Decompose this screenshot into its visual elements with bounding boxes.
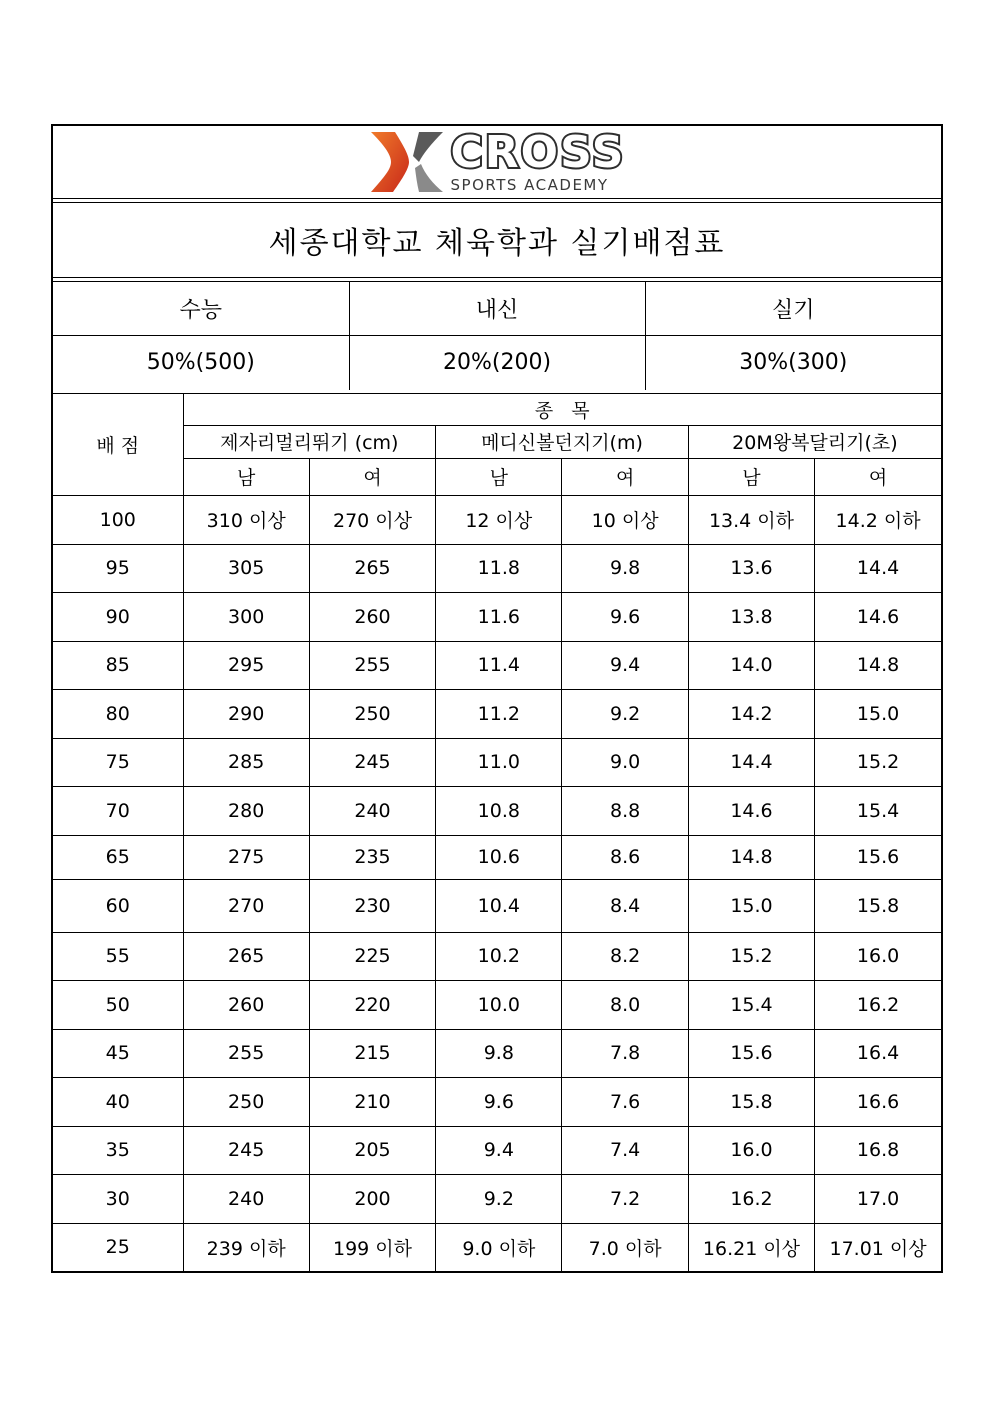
record-cell: 11.0 — [436, 738, 562, 786]
score-value-cell: 55 — [53, 932, 183, 980]
record-cell: 16.2 — [688, 1174, 814, 1223]
record-cell: 13.4 이하 — [688, 495, 814, 544]
gender-cell: 남 — [688, 458, 814, 495]
record-cell: 15.0 — [815, 689, 941, 738]
record-cell: 9.6 — [562, 592, 688, 641]
record-cell: 15.2 — [815, 738, 941, 786]
table-row — [53, 1223, 941, 1271]
title-row — [53, 202, 941, 278]
table-row — [53, 1029, 941, 1077]
record-cell: 265 — [183, 932, 309, 980]
ratio-value-cell: 20%(200) — [349, 336, 645, 390]
event-name-cell: 제자리멀리뛰기 (cm) — [183, 425, 436, 458]
table-row — [53, 786, 941, 835]
record-cell: 305 — [183, 544, 309, 592]
event-label-cell: 종 목 — [183, 393, 941, 425]
record-cell: 15.0 — [688, 879, 814, 932]
table-row — [53, 835, 941, 879]
table-row — [53, 1077, 941, 1126]
score-value-cell: 80 — [53, 689, 183, 738]
record-cell: 17.01 이상 — [815, 1223, 941, 1271]
record-cell: 8.6 — [562, 835, 688, 879]
record-cell: 285 — [183, 738, 309, 786]
record-cell: 260 — [309, 592, 435, 641]
ratio-value-cell: 50%(500) — [53, 336, 349, 390]
record-cell: 14.4 — [815, 544, 941, 592]
gender-cell: 여 — [815, 458, 941, 495]
record-cell: 10.6 — [436, 835, 562, 879]
record-cell: 260 — [183, 980, 309, 1029]
record-cell: 230 — [309, 879, 435, 932]
record-cell: 8.4 — [562, 879, 688, 932]
event-header-row — [53, 393, 941, 425]
table-row — [53, 641, 941, 689]
record-cell: 265 — [309, 544, 435, 592]
record-cell: 255 — [183, 1029, 309, 1077]
ratio-header-cell: 수능 — [53, 282, 349, 336]
record-cell: 200 — [309, 1174, 435, 1223]
record-cell: 9.8 — [436, 1029, 562, 1077]
record-cell: 205 — [309, 1126, 435, 1174]
record-cell: 240 — [183, 1174, 309, 1223]
record-cell: 7.8 — [562, 1029, 688, 1077]
record-cell: 255 — [309, 641, 435, 689]
record-cell: 9.8 — [562, 544, 688, 592]
record-cell: 11.8 — [436, 544, 562, 592]
table-row — [53, 689, 941, 738]
record-cell: 14.8 — [815, 641, 941, 689]
record-cell: 8.0 — [562, 980, 688, 1029]
ratio-header-cell: 실기 — [645, 282, 941, 336]
score-value-cell: 90 — [53, 592, 183, 641]
record-cell: 290 — [183, 689, 309, 738]
record-cell: 280 — [183, 786, 309, 835]
score-sheet — [51, 124, 943, 1273]
record-cell: 11.4 — [436, 641, 562, 689]
record-cell: 8.8 — [562, 786, 688, 835]
record-cell: 13.6 — [688, 544, 814, 592]
record-cell: 12 이상 — [436, 495, 562, 544]
record-cell: 9.4 — [436, 1126, 562, 1174]
record-cell: 7.2 — [562, 1174, 688, 1223]
record-cell: 16.2 — [815, 980, 941, 1029]
record-cell: 240 — [309, 786, 435, 835]
record-cell: 13.8 — [688, 592, 814, 641]
table-row — [53, 1174, 941, 1223]
record-cell: 225 — [309, 932, 435, 980]
ratio-table — [53, 281, 941, 390]
logo-subtitle: SPORTS ACADEMY — [450, 176, 609, 194]
record-cell: 11.2 — [436, 689, 562, 738]
record-cell: 245 — [309, 738, 435, 786]
score-value-cell: 70 — [53, 786, 183, 835]
record-cell: 14.0 — [688, 641, 814, 689]
record-cell: 9.0 — [562, 738, 688, 786]
record-cell: 9.2 — [436, 1174, 562, 1223]
score-value-cell: 85 — [53, 641, 183, 689]
event-name-cell: 메디신볼던지기(m) — [436, 425, 689, 458]
record-cell: 10.4 — [436, 879, 562, 932]
table-row — [53, 738, 941, 786]
score-value-cell: 75 — [53, 738, 183, 786]
ratio-value-cell: 30%(300) — [645, 336, 941, 390]
record-cell: 220 — [309, 980, 435, 1029]
score-value-cell: 25 — [53, 1223, 183, 1271]
record-cell: 15.2 — [688, 932, 814, 980]
record-cell: 7.4 — [562, 1126, 688, 1174]
gender-cell: 남 — [436, 458, 562, 495]
record-cell: 9.0 이하 — [436, 1223, 562, 1271]
score-label-cell: 배 점 — [53, 393, 183, 495]
record-cell: 16.4 — [815, 1029, 941, 1077]
gender-cell: 남 — [183, 458, 309, 495]
table-row — [53, 879, 941, 932]
record-cell: 9.2 — [562, 689, 688, 738]
record-cell: 15.4 — [815, 786, 941, 835]
record-cell: 250 — [183, 1077, 309, 1126]
record-cell: 14.2 — [688, 689, 814, 738]
table-row — [53, 592, 941, 641]
record-cell: 275 — [183, 835, 309, 879]
record-cell: 15.8 — [815, 879, 941, 932]
record-cell: 270 — [183, 879, 309, 932]
record-cell: 235 — [309, 835, 435, 879]
score-table — [53, 393, 941, 1272]
record-cell: 14.2 이하 — [815, 495, 941, 544]
record-cell: 14.6 — [688, 786, 814, 835]
record-cell: 15.6 — [688, 1029, 814, 1077]
event-names-row — [53, 425, 941, 458]
logo-row — [53, 126, 941, 199]
record-cell: 11.6 — [436, 592, 562, 641]
score-value-cell: 45 — [53, 1029, 183, 1077]
record-cell: 15.4 — [688, 980, 814, 1029]
score-value-cell: 100 — [53, 495, 183, 544]
table-row — [53, 932, 941, 980]
record-cell: 245 — [183, 1126, 309, 1174]
score-value-cell: 65 — [53, 835, 183, 879]
record-cell: 14.6 — [815, 592, 941, 641]
event-name-cell: 20M왕복달리기(초) — [688, 425, 941, 458]
record-cell: 270 이상 — [309, 495, 435, 544]
gender-cell: 여 — [309, 458, 435, 495]
page-title: 세종대학교 체육학과 실기배점표 — [268, 226, 726, 261]
score-value-cell: 30 — [53, 1174, 183, 1223]
score-value-cell: 35 — [53, 1126, 183, 1174]
table-row — [53, 980, 941, 1029]
record-cell: 17.0 — [815, 1174, 941, 1223]
record-cell: 9.6 — [436, 1077, 562, 1126]
record-cell: 8.2 — [562, 932, 688, 980]
table-row — [53, 495, 941, 544]
record-cell: 10 이상 — [562, 495, 688, 544]
score-value-cell: 95 — [53, 544, 183, 592]
record-cell: 250 — [309, 689, 435, 738]
record-cell: 210 — [309, 1077, 435, 1126]
record-cell: 14.8 — [688, 835, 814, 879]
gender-row — [53, 458, 941, 495]
record-cell: 16.6 — [815, 1077, 941, 1126]
record-cell: 295 — [183, 641, 309, 689]
record-cell: 15.8 — [688, 1077, 814, 1126]
record-cell: 16.0 — [688, 1126, 814, 1174]
record-cell: 16.0 — [815, 932, 941, 980]
ratio-header-row — [53, 282, 941, 336]
record-cell: 9.4 — [562, 641, 688, 689]
record-cell: 16.8 — [815, 1126, 941, 1174]
record-cell: 300 — [183, 592, 309, 641]
score-value-cell: 40 — [53, 1077, 183, 1126]
ratio-value-row — [53, 336, 941, 390]
table-row — [53, 1126, 941, 1174]
record-cell: 239 이하 — [183, 1223, 309, 1271]
record-cell: 310 이상 — [183, 495, 309, 544]
record-cell: 15.6 — [815, 835, 941, 879]
score-value-cell: 50 — [53, 980, 183, 1029]
cross-logo — [369, 127, 626, 194]
ratio-header-cell: 내신 — [349, 282, 645, 336]
gender-cell: 여 — [562, 458, 688, 495]
record-cell: 199 이하 — [309, 1223, 435, 1271]
table-row — [53, 544, 941, 592]
record-cell: 7.6 — [562, 1077, 688, 1126]
record-cell: 14.4 — [688, 738, 814, 786]
record-cell: 10.8 — [436, 786, 562, 835]
record-cell: 7.0 이하 — [562, 1223, 688, 1271]
cross-x-mark-icon — [369, 130, 445, 194]
record-cell: 215 — [309, 1029, 435, 1077]
score-value-cell: 60 — [53, 879, 183, 932]
logo-wordmark: CROSS — [450, 127, 626, 178]
record-cell: 10.0 — [436, 980, 562, 1029]
record-cell: 16.21 이상 — [688, 1223, 814, 1271]
record-cell: 10.2 — [436, 932, 562, 980]
